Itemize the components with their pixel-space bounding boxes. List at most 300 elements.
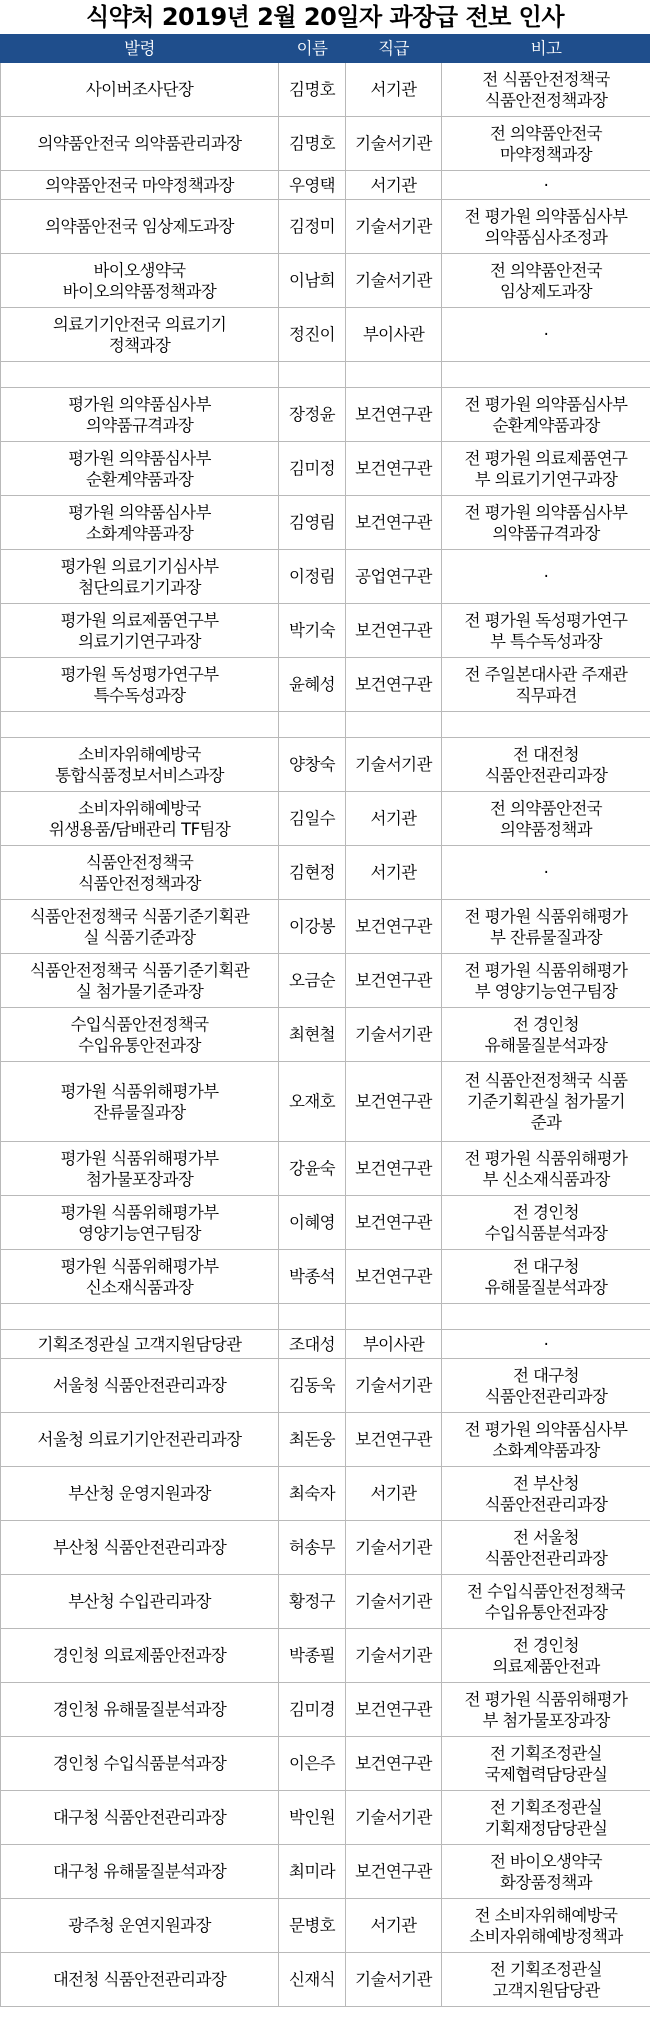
rank-cell	[346, 308, 442, 362]
note-cell-text: 전 수입식품안전정책국 수입유통안전과장	[466, 1581, 626, 1622]
name-cell	[279, 1413, 346, 1467]
appointment-cell	[1, 254, 279, 308]
rank-cell-text: 보건연구관	[355, 1430, 432, 1449]
appointment-cell-text: 식품안전정책국 식품기준기획관 실 첨가물기준과장	[29, 960, 250, 1001]
name-cell-text: 박종석	[288, 1267, 336, 1286]
note-cell	[442, 1899, 650, 1953]
name-cell	[279, 550, 346, 604]
name-cell-text: 강윤숙	[288, 1159, 336, 1178]
rank-cell	[346, 1737, 442, 1791]
name-cell-text: 박기숙	[288, 621, 336, 640]
name-cell	[279, 1737, 346, 1791]
note-cell-text: 전 평가원 식품위해평가 부 첨가물포장과장	[464, 1689, 628, 1730]
note-cell-text: 전 의약품안전국 마약정책과장	[489, 123, 603, 164]
note-cell-text: 전 바이오생약국 화장품정책과	[489, 1851, 603, 1892]
name-cell-text: 이정림	[288, 567, 336, 586]
name-cell	[279, 1142, 346, 1196]
appointment-cell	[1, 1062, 279, 1142]
rank-cell-text: 보건연구관	[355, 917, 432, 936]
table-header-row	[1, 35, 650, 63]
appointment-cell-text: 대구청 식품안전관리과장	[52, 1808, 227, 1827]
note-cell	[442, 1142, 650, 1196]
rank-cell	[346, 1062, 442, 1142]
rank-cell-text: 보건연구관	[355, 621, 432, 640]
appointment-cell	[1, 604, 279, 658]
rank-cell	[346, 1008, 442, 1062]
appointment-cell-text: 평가원 의료기기심사부 첨단의료기기과장	[60, 556, 219, 597]
name-cell	[279, 738, 346, 792]
appointment-cell-text: 서울청 의료기기안전관리과장	[37, 1430, 242, 1449]
table-row	[1, 308, 650, 362]
rank-cell-text: 기술서기관	[355, 1376, 432, 1395]
note-cell	[442, 1413, 650, 1467]
note-cell	[442, 1521, 650, 1575]
rank-cell	[346, 1413, 442, 1467]
appointment-cell-text: 소비자위해예방국 위생용품/담배관리 TF팀장	[48, 798, 231, 839]
name-cell	[279, 388, 346, 442]
note-cell-text: 전 평가원 의료제품연구 부 의료기기연구과장	[464, 448, 628, 489]
appointment-cell-text: 평가원 독성평가연구부 특수독성과장	[60, 664, 219, 705]
name-cell	[279, 1196, 346, 1250]
table-row	[1, 1196, 650, 1250]
appointment-cell	[1, 171, 279, 200]
appointment-cell	[1, 496, 279, 550]
table-row	[1, 1629, 650, 1683]
name-cell-text: 김미정	[288, 459, 336, 478]
table-row	[1, 900, 650, 954]
rank-cell-text: 보건연구관	[355, 1092, 432, 1111]
table-row	[1, 550, 650, 604]
table-row	[1, 1683, 650, 1737]
note-cell	[442, 388, 650, 442]
name-cell	[279, 1521, 346, 1575]
appointment-cell-text: 의약품안전국 마약정책과장	[45, 175, 234, 195]
table-row	[1, 1008, 650, 1062]
name-cell-text: 김일수	[288, 809, 336, 828]
note-cell	[442, 550, 650, 604]
note-cell-text: 전 서울청 식품안전관리과장	[484, 1527, 608, 1568]
appointment-cell	[1, 1413, 279, 1467]
rank-cell-text: 보건연구관	[355, 1862, 432, 1881]
note-cell	[442, 1062, 650, 1142]
note-cell	[442, 1791, 650, 1845]
appointment-cell-text: 평가원 식품위해평가부 잔류물질과장	[60, 1081, 219, 1122]
note-cell-text: ·	[543, 325, 549, 344]
rank-cell	[346, 117, 442, 171]
name-cell-text: 최현철	[288, 1025, 336, 1044]
note-cell	[442, 1008, 650, 1062]
name-cell-text: 이은주	[288, 1754, 336, 1773]
table-row	[1, 1791, 650, 1845]
note-cell-text: 전 기획조정관실 국제협력담당관실	[484, 1743, 608, 1784]
note-cell-text: 전 식품안전정책국 식품안전정책과장	[482, 69, 610, 110]
rank-cell	[346, 171, 442, 200]
table-row	[1, 117, 650, 171]
appointment-cell	[1, 1359, 279, 1413]
appointment-cell	[1, 1521, 279, 1575]
appointment-cell	[1, 712, 279, 738]
appointment-cell	[1, 1899, 279, 1953]
note-cell	[442, 1196, 650, 1250]
appointment-cell	[1, 442, 279, 496]
note-cell-text: 전 기획조정관실 기획재정담당관실	[484, 1797, 608, 1838]
note-cell	[442, 846, 650, 900]
name-cell-text: 오재호	[288, 1092, 336, 1111]
name-cell-text: 이강봉	[288, 917, 336, 936]
table-row	[1, 1575, 650, 1629]
note-cell-text: 전 소비자위해예방국 소비자위해예방정책과	[469, 1905, 623, 1946]
appointment-cell-text: 대구청 유해물질분석과장	[52, 1862, 227, 1881]
note-cell	[442, 792, 650, 846]
name-cell-text: 김동욱	[288, 1376, 336, 1395]
rank-cell-text: 서기관	[370, 80, 417, 99]
table-row	[1, 1062, 650, 1142]
name-cell	[279, 117, 346, 171]
name-cell	[279, 200, 346, 254]
rank-cell-text: 기술서기관	[355, 271, 432, 290]
appointment-cell-text: 서울청 식품안전관리과장	[52, 1376, 227, 1395]
rank-cell-text: 보건연구관	[355, 513, 432, 532]
name-cell	[279, 1953, 346, 2007]
name-cell-text: 장정윤	[288, 405, 336, 424]
rank-cell-text: 부이사관	[362, 1334, 425, 1354]
table-row	[1, 1467, 650, 1521]
appointment-cell	[1, 550, 279, 604]
note-cell-text: 전 기획조정관실 고객지원담당관	[489, 1959, 603, 2000]
appointment-cell	[1, 900, 279, 954]
appointment-cell-text: 평가원 식품위해평가부 첨가물포장과장	[60, 1148, 219, 1189]
note-cell-text: 전 평가원 식품위해평가 부 신소재식품과장	[464, 1148, 628, 1189]
appointment-cell	[1, 658, 279, 712]
rank-cell-text: 보건연구관	[355, 1159, 432, 1178]
rank-cell-text: 보건연구관	[355, 1213, 432, 1232]
table-row	[1, 442, 650, 496]
note-cell-text: ·	[543, 863, 549, 882]
appointment-cell-text: 평가원 의료제품연구부 의료기기연구과장	[60, 610, 219, 651]
name-cell-text: 김정미	[288, 217, 336, 236]
appointment-cell	[1, 792, 279, 846]
table-row	[1, 954, 650, 1008]
rank-cell-text: 기술서기관	[355, 217, 432, 236]
name-cell	[279, 1062, 346, 1142]
table-row	[1, 254, 650, 308]
note-cell-text: 전 평가원 의약품심사부 순환계약품과장	[464, 394, 628, 435]
separator-row	[1, 1304, 650, 1330]
note-cell-text: 전 식품안전정책국 식품 기준기획관실 첨가물기 준과	[464, 1071, 628, 1132]
name-cell	[279, 658, 346, 712]
header-appointment: 발령	[1, 35, 279, 63]
rank-cell-text: 공업연구관	[355, 567, 432, 586]
table-row	[1, 1899, 650, 1953]
table-row	[1, 1142, 650, 1196]
name-cell	[279, 604, 346, 658]
rank-cell	[346, 604, 442, 658]
rank-cell	[346, 712, 442, 738]
note-cell-text: ·	[543, 175, 549, 195]
name-cell-text: 박인원	[288, 1808, 336, 1827]
appointment-cell-text: 부산청 수입관리과장	[68, 1592, 211, 1611]
note-cell-text: 전 경인청 의료제품안전과	[492, 1635, 600, 1676]
appointment-cell	[1, 954, 279, 1008]
table-row	[1, 604, 650, 658]
name-cell	[279, 442, 346, 496]
appointment-cell-text: 평가원 식품위해평가부 신소재식품과장	[60, 1256, 219, 1297]
appointment-cell	[1, 117, 279, 171]
name-cell	[279, 792, 346, 846]
note-cell-text: ·	[543, 567, 549, 586]
rank-cell-text: 서기관	[370, 175, 417, 195]
note-cell	[442, 200, 650, 254]
rank-cell	[346, 550, 442, 604]
name-cell	[279, 308, 346, 362]
table-row	[1, 496, 650, 550]
note-cell	[442, 604, 650, 658]
table-row	[1, 792, 650, 846]
rank-cell	[346, 1683, 442, 1737]
name-cell	[279, 1791, 346, 1845]
appointment-cell-text: 대전청 식품안전관리과장	[52, 1970, 227, 1989]
appointment-cell	[1, 1330, 279, 1359]
name-cell	[279, 954, 346, 1008]
name-cell	[279, 1575, 346, 1629]
appointment-cell	[1, 1845, 279, 1899]
appointment-cell-text: 광주청 운연지원과장	[68, 1916, 211, 1935]
name-cell	[279, 1845, 346, 1899]
appointment-cell-text: 바이오생약국 바이오의약품정책과장	[62, 260, 217, 301]
note-cell-text: 전 대구청 유해물질분석과장	[484, 1256, 608, 1297]
rank-cell	[346, 1791, 442, 1845]
rank-cell-text: 기술서기관	[355, 1025, 432, 1044]
appointment-cell-text: 경인청 수입식품분석과장	[52, 1754, 227, 1773]
rank-cell	[346, 362, 442, 388]
note-cell	[442, 442, 650, 496]
table-row	[1, 200, 650, 254]
appointment-cell-text: 소비자위해예방국 통합식품정보서비스과장	[55, 744, 224, 785]
note-cell	[442, 658, 650, 712]
note-cell	[442, 1359, 650, 1413]
name-cell-text: 이혜영	[288, 1213, 336, 1232]
appointment-cell-text: 평가원 식품위해평가부 영양기능연구팀장	[60, 1202, 219, 1243]
rank-cell-text: 기술서기관	[355, 1538, 432, 1557]
note-cell	[442, 63, 650, 117]
note-cell-text: 전 평가원 의약품심사부 의약품규격과장	[464, 502, 628, 543]
note-cell	[442, 1575, 650, 1629]
rank-cell	[346, 496, 442, 550]
header-note: 비고	[442, 35, 650, 63]
appointment-cell	[1, 1304, 279, 1330]
note-cell	[442, 1953, 650, 2007]
table-body	[1, 63, 650, 2007]
appointment-cell-text: 평가원 의약품심사부 순환계약품과장	[68, 448, 211, 489]
name-cell-text: 김미경	[288, 1700, 336, 1719]
note-cell	[442, 1467, 650, 1521]
rank-cell-text: 기술서기관	[355, 755, 432, 774]
appointment-cell-text: 의약품안전국 의약품관리과장	[37, 134, 242, 153]
rank-cell	[346, 1359, 442, 1413]
appointment-cell	[1, 846, 279, 900]
name-cell	[279, 1629, 346, 1683]
name-cell	[279, 1250, 346, 1304]
rank-cell-text: 기술서기관	[355, 134, 432, 153]
rank-cell	[346, 1845, 442, 1899]
rank-cell-text: 서기관	[370, 809, 417, 828]
name-cell	[279, 1359, 346, 1413]
note-cell	[442, 1737, 650, 1791]
name-cell-text: 최돈웅	[288, 1430, 336, 1449]
appointment-cell	[1, 200, 279, 254]
rank-cell	[346, 1330, 442, 1359]
note-cell	[442, 738, 650, 792]
note-cell-text: 전 경인청 수입식품분석과장	[484, 1202, 608, 1243]
name-cell	[279, 171, 346, 200]
rank-cell-text: 서기관	[370, 1916, 417, 1935]
header-name: 이름	[279, 35, 346, 63]
rank-cell	[346, 63, 442, 117]
rank-cell-text: 보건연구관	[355, 1754, 432, 1773]
rank-cell	[346, 658, 442, 712]
appointment-cell	[1, 1196, 279, 1250]
appointment-cell	[1, 1629, 279, 1683]
appointment-cell	[1, 362, 279, 388]
rank-cell	[346, 254, 442, 308]
appointment-cell	[1, 1791, 279, 1845]
appointment-cell-text: 부산청 식품안전관리과장	[52, 1538, 227, 1557]
appointment-cell	[1, 1467, 279, 1521]
rank-cell-text: 기술서기관	[355, 1808, 432, 1827]
rank-cell-text: 보건연구관	[355, 675, 432, 694]
note-cell-text: 전 평가원 독성평가연구 부 특수독성과장	[464, 610, 628, 651]
rank-cell-text: 서기관	[370, 863, 417, 882]
rank-cell-text: 기술서기관	[355, 1970, 432, 1989]
table-row	[1, 63, 650, 117]
appointment-cell	[1, 1575, 279, 1629]
note-cell-text: ·	[543, 1334, 549, 1354]
rank-cell	[346, 1899, 442, 1953]
appointment-cell-text: 의료기기안전국 의료기기 정책과장	[52, 314, 227, 355]
note-cell	[442, 117, 650, 171]
table-row	[1, 846, 650, 900]
note-cell	[442, 712, 650, 738]
appointment-cell-text: 평가원 의약품심사부 소화계약품과장	[68, 502, 211, 543]
table-row	[1, 1521, 650, 1575]
name-cell-text: 박종필	[288, 1646, 336, 1665]
rank-cell	[346, 1250, 442, 1304]
appointment-cell-text: 식품안전정책국 식품안전정책과장	[78, 852, 201, 893]
note-cell	[442, 1629, 650, 1683]
rank-cell-text: 기술서기관	[355, 1592, 432, 1611]
rank-cell	[346, 442, 442, 496]
note-cell-text: 전 의약품안전국 임상제도과장	[489, 260, 603, 301]
name-cell	[279, 362, 346, 388]
name-cell-text: 양창숙	[288, 755, 336, 774]
page-title: 식약처 2019년 2월 20일자 과장급 전보 인사	[85, 3, 565, 31]
name-cell-text: 이남희	[288, 271, 336, 290]
rank-cell	[346, 954, 442, 1008]
name-cell	[279, 1467, 346, 1521]
appointment-cell	[1, 738, 279, 792]
appointment-cell-text: 수입식품안전정책국 수입유통안전과장	[70, 1014, 209, 1055]
appointment-cell	[1, 1250, 279, 1304]
rank-cell	[346, 1575, 442, 1629]
note-cell	[442, 1845, 650, 1899]
appointment-cell-text: 경인청 의료제품안전과장	[52, 1646, 227, 1665]
name-cell	[279, 846, 346, 900]
name-cell	[279, 63, 346, 117]
note-cell-text: 전 주일본대사관 주재관 직무파견	[464, 664, 628, 705]
rank-cell	[346, 1196, 442, 1250]
appointment-cell	[1, 1737, 279, 1791]
name-cell-text: 문병호	[288, 1916, 336, 1935]
name-cell-text: 김명호	[288, 134, 336, 153]
rank-cell-text: 보건연구관	[355, 459, 432, 478]
name-cell	[279, 1330, 346, 1359]
rank-cell	[346, 1953, 442, 2007]
name-cell	[279, 1304, 346, 1330]
rank-cell	[346, 846, 442, 900]
appointment-cell-text: 경인청 유해물질분석과장	[52, 1700, 227, 1719]
note-cell-text: 전 대전청 식품안전관리과장	[484, 744, 608, 785]
appointment-cell-text: 기획조정관실 고객지원담당관	[37, 1334, 242, 1354]
name-cell-text: 오금순	[288, 971, 336, 990]
name-cell	[279, 1683, 346, 1737]
name-cell-text: 황정구	[288, 1592, 336, 1611]
rank-cell-text: 보건연구관	[355, 1700, 432, 1719]
name-cell-text: 김현정	[288, 863, 336, 882]
table-row	[1, 1250, 650, 1304]
name-cell	[279, 1008, 346, 1062]
name-cell-text: 허송무	[288, 1538, 336, 1557]
note-cell	[442, 1250, 650, 1304]
note-cell	[442, 171, 650, 200]
table-row	[1, 171, 650, 200]
rank-cell	[346, 1304, 442, 1330]
name-cell-text: 최숙자	[288, 1484, 336, 1503]
name-cell-text: 신재식	[288, 1970, 336, 1989]
note-cell	[442, 954, 650, 1008]
note-cell-text: 전 의약품안전국 의약품정책과	[489, 798, 603, 839]
appointment-cell-text: 평가원 의약품심사부 의약품규격과장	[68, 394, 211, 435]
appointment-cell-text: 사이버조사단장	[85, 80, 194, 99]
note-cell	[442, 254, 650, 308]
rank-cell	[346, 1629, 442, 1683]
appointment-cell	[1, 63, 279, 117]
header-rank: 직급	[346, 35, 442, 63]
rank-cell	[346, 1142, 442, 1196]
note-cell	[442, 362, 650, 388]
rank-cell	[346, 1467, 442, 1521]
note-cell	[442, 900, 650, 954]
rank-cell-text: 기술서기관	[355, 1646, 432, 1665]
name-cell-text: 최미라	[288, 1862, 336, 1881]
table-row	[1, 658, 650, 712]
table-row	[1, 1413, 650, 1467]
name-cell-text: 윤혜성	[288, 675, 336, 694]
note-cell-text: 전 평가원 의약품심사부 의약품심사조정과	[464, 206, 628, 247]
name-cell	[279, 900, 346, 954]
appointment-cell	[1, 1953, 279, 2007]
appointment-cell	[1, 388, 279, 442]
name-cell-text: 우영택	[288, 175, 336, 195]
name-cell	[279, 496, 346, 550]
table-row	[1, 1953, 650, 2007]
appointment-cell	[1, 1683, 279, 1737]
note-cell-text: 전 평가원 식품위해평가 부 영양기능연구팀장	[464, 960, 628, 1001]
rank-cell-text: 보건연구관	[355, 1267, 432, 1286]
note-cell	[442, 1330, 650, 1359]
name-cell-text: 정진이	[288, 325, 336, 344]
separator-row	[1, 712, 650, 738]
table-row	[1, 388, 650, 442]
